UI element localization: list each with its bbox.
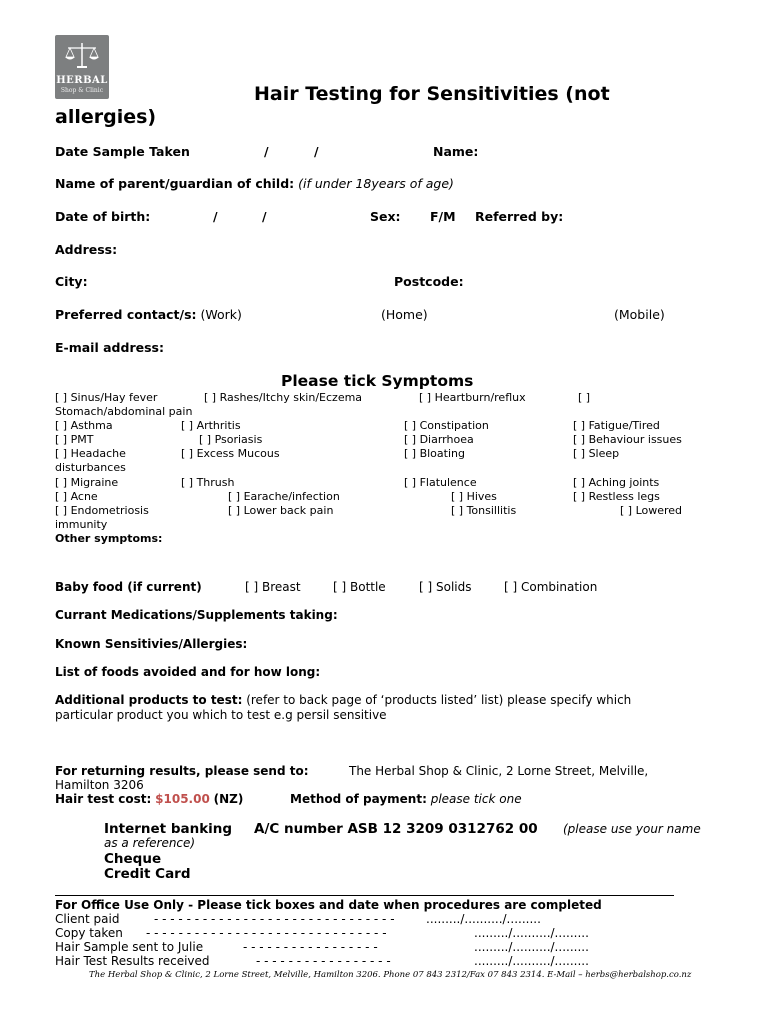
additional-text: (refer to back page of ‘products listed’ list) please specify which [246,693,632,707]
symptom-sleep[interactable]: [ ] Sleep [573,447,620,460]
cost-currency: (NZ) [213,792,244,806]
herbal-shop-logo [55,35,109,99]
address-label: Address: [55,242,118,257]
symptom-disturbances: disturbances [55,461,126,474]
cost-row [55,792,243,806]
symptom-hives[interactable]: [ ] Hives [451,490,497,503]
dob-label: Date of birth: [55,209,151,224]
credit-card-label: Credit Card [104,866,191,882]
referred-label: Referred by: [475,209,564,224]
symptom-flatulence[interactable]: [ ] Flatulence [404,476,477,489]
additional-text-line2: particular product you which to test e.g persil sensitive [55,708,387,722]
results-received-label: Hair Test Results received [55,954,210,968]
dob-slash: / [262,209,267,224]
symptom-backpain[interactable]: [ ] Lower back pain [228,504,334,517]
parent-label: Name of parent/guardian of child: [55,176,295,191]
sex-label: Sex: [370,209,401,224]
results-received-dashes: - - - - - - - - - - - - - - - - - [256,954,391,968]
preferred-label: Preferred contact/s: [55,307,197,322]
cheque-label: Cheque [104,851,162,867]
copy-taken-date[interactable]: ........./........../......... [474,926,589,940]
office-row-results-received [55,954,210,968]
payment-method-label: Method of payment: [290,792,427,806]
medications-label: Currant Medications/Supplements taking: [55,608,338,622]
symptom-endometriosis[interactable]: [ ] Endometriosis [55,504,149,517]
sample-sent-dashes: - - - - - - - - - - - - - - - - - [243,940,378,954]
parent-row [55,176,454,191]
additional-products-row [55,693,631,707]
client-paid-label: Client paid [55,912,120,926]
symptom-arthritis[interactable]: [ ] Arthritis [181,419,241,432]
page-title-line1: Hair Testing for Sensitivities (not [254,83,610,105]
parent-note: (if under 18years of age) [298,176,454,191]
client-paid-date[interactable]: ........./........../......... [426,912,541,926]
copy-taken-dashes: - - - - - - - - - - - - - - - - - - - - - - - - - - - - - - [146,926,387,940]
payment-method-row [290,792,522,806]
mobile-label: (Mobile) [614,307,665,322]
symptom-rashes[interactable]: [ ] Rashes/Itchy skin/Eczema [204,391,363,404]
symptom-stomach: Stomach/abdominal pain [55,405,193,418]
symptom-behaviour[interactable]: [ ] Behaviour issues [573,433,682,446]
results-received-date[interactable]: ........./........../......... [474,954,589,968]
logo-name: HERBAL [56,75,108,86]
payment-method-note: please tick one [430,792,522,806]
return-address-line1: The Herbal Shop & Clinic, 2 Lorne Street, Melville, [349,764,649,778]
symptom-bloating[interactable]: [ ] Bloating [404,447,465,460]
baby-solids-option[interactable]: [ ] Solids [419,580,472,594]
postcode-label: Postcode: [394,274,464,289]
return-address-line2: Hamilton 3206 [55,778,144,792]
symptom-constipation[interactable]: [ ] Constipation [404,419,489,432]
internet-banking-label: Internet banking [104,821,233,837]
symptom-headache[interactable]: [ ] Headache [55,447,126,460]
work-label: (Work) [200,307,242,322]
symptom-aching[interactable]: [ ] Aching joints [573,476,660,489]
symptom-mucous[interactable]: [ ] Excess Mucous [181,447,280,460]
reference-note: (please use your name [563,822,701,836]
footer-contact: The Herbal Shop & Clinic, 2 Lorne Street, Melville, Hamilton 3206. Phone 07 843 2312/Fax 07 843 2314. E-Mail – herbs@herbalshop.co.nz [89,970,692,980]
symptom-psoriasis[interactable]: [ ] Psoriasis [199,433,263,446]
reference-note-line2: as a reference) [104,836,196,850]
symptom-fatigue[interactable]: [ ] Fatigue/Tired [573,419,660,432]
sensitivities-label: Known Sensitivies/Allergies: [55,637,248,651]
office-row-sample-sent [55,940,203,954]
symptom-sinus[interactable]: [ ] Sinus/Hay fever [55,391,158,404]
cost-value: $105.00 [155,792,210,806]
copy-taken-label: Copy taken [55,926,123,940]
returning-label: For returning results, please send to: [55,764,309,778]
symptom-earache[interactable]: [ ] Earache/infection [228,490,340,503]
symptom-pmt[interactable]: [ ] PMT [55,433,94,446]
symptom-migraine[interactable]: [ ] Migraine [55,476,119,489]
symptom-asthma[interactable]: [ ] Asthma [55,419,113,432]
logo-subtitle: Shop & Clinic [60,87,104,94]
symptom-tonsillitis[interactable]: [ ] Tonsillitis [451,504,517,517]
baby-combination-option[interactable]: [ ] Combination [504,580,598,594]
symptoms-heading: Please tick Symptoms [281,372,474,390]
sex-value: F/M [430,209,456,224]
date-slash: / [314,144,319,159]
home-label: (Home) [381,307,428,322]
preferred-contact-row [55,307,242,322]
account-number: A/C number ASB 12 3209 0312762 00 [254,821,538,837]
office-row-copy-taken [55,926,123,940]
client-paid-dashes: - - - - - - - - - - - - - - - - - - - - - - - - - - - - - - [154,912,395,926]
symptom-restless[interactable]: [ ] Restless legs [573,490,660,503]
symptom-thrush[interactable]: [ ] Thrush [181,476,235,489]
cost-label: Hair test cost: [55,792,152,806]
baby-breast-option[interactable]: [ ] Breast [245,580,301,594]
name-label: Name: [433,144,479,159]
symptom-diarrhoea[interactable]: [ ] Diarrhoea [404,433,474,446]
office-row-client-paid [55,912,119,926]
page-title-line2: allergies) [55,106,157,128]
symptom-lowered[interactable]: [ ] Lowered [620,504,683,517]
sample-sent-date[interactable]: ........./........../......... [474,940,589,954]
other-symptoms-label: Other symptoms: [55,532,163,545]
scales-icon [64,41,100,69]
symptom-acne[interactable]: [ ] Acne [55,490,98,503]
office-use-heading: For Office Use Only - Please tick boxes and date when procedures are completed [55,898,602,912]
city-label: City: [55,274,88,289]
symptom-heartburn[interactable]: [ ] Heartburn/reflux [419,391,526,404]
symptom-immunity: immunity [55,518,108,531]
dob-slash: / [213,209,218,224]
foods-label: List of foods avoided and for how long: [55,665,321,679]
additional-label: Additional products to test: [55,693,243,707]
baby-food-label: Baby food (if current) [55,580,202,594]
date-sample-label: Date Sample Taken [55,144,190,159]
email-label: E-mail address: [55,340,164,355]
symptom-stomach-box[interactable]: [ ] [578,391,591,404]
baby-bottle-option[interactable]: [ ] Bottle [333,580,386,594]
sample-sent-label: Hair Sample sent to Julie [55,940,204,954]
date-slash: / [264,144,269,159]
section-divider [55,895,674,896]
